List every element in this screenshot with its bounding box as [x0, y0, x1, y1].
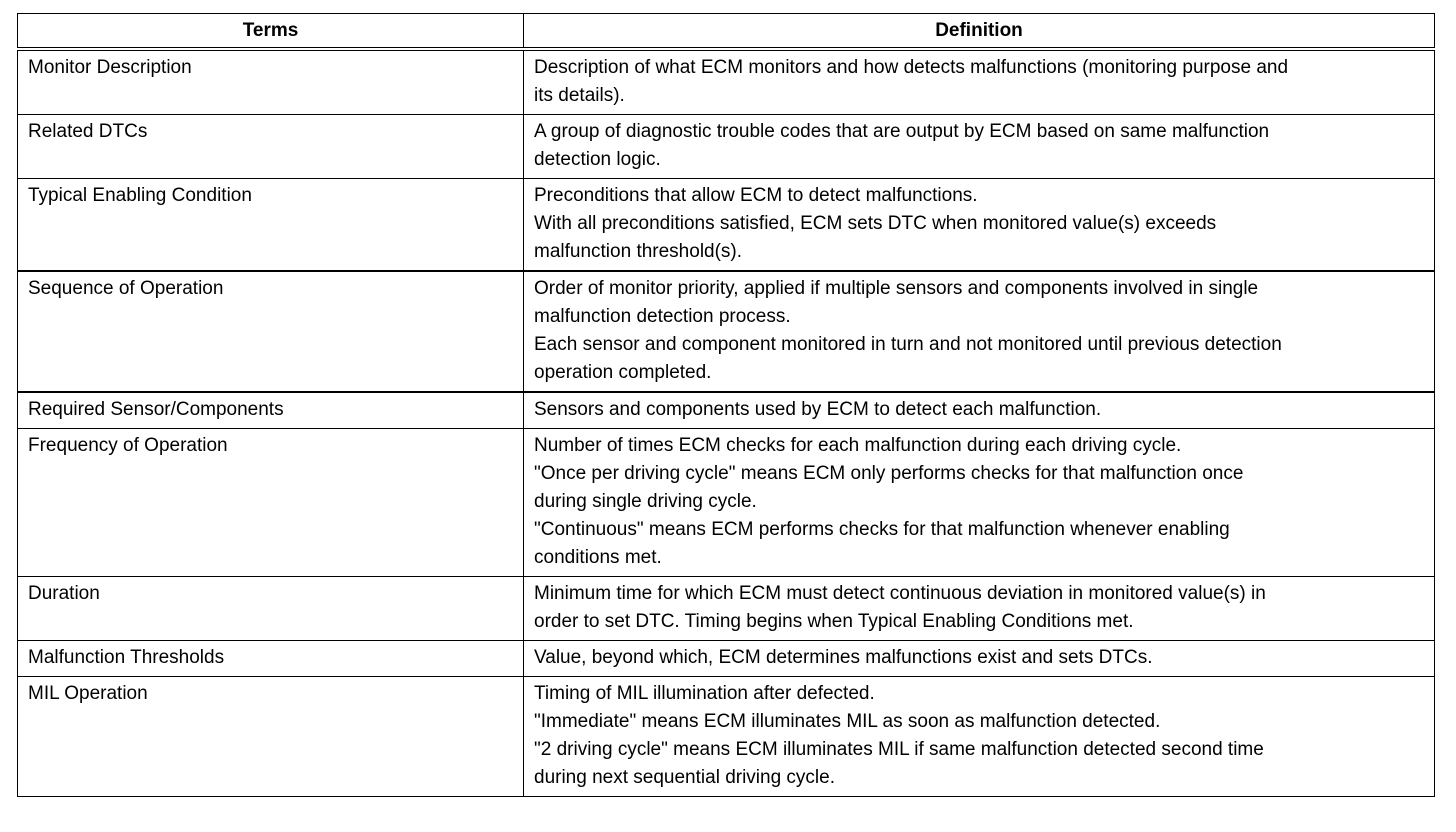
- definition-line: Number of times ECM checks for each malfunction during each driving cycle.: [534, 435, 1182, 456]
- definition-line: "Continuous" means ECM performs checks for that malfunction whenever enabling: [534, 519, 1230, 540]
- definition-cell: [524, 577, 1435, 641]
- table-row: [18, 392, 1435, 429]
- definition-line: Order of monitor priority, applied if multiple sensors and components involved in single: [534, 278, 1259, 299]
- definition-line: detection logic.: [534, 149, 661, 170]
- term-cell: Duration: [18, 577, 524, 641]
- table-row: [18, 677, 1435, 797]
- definition-cell: [524, 115, 1435, 179]
- definition-cell: [524, 271, 1435, 392]
- definition-cell: [524, 429, 1435, 577]
- term-cell: Required Sensor/Components: [18, 392, 524, 429]
- header-terms: Terms: [18, 14, 524, 50]
- definition-line: order to set DTC. Timing begins when Typical Enabling Conditions met.: [534, 611, 1134, 632]
- definition-line: "Immediate" means ECM illuminates MIL as soon as malfunction detected.: [534, 711, 1161, 732]
- term-cell: Sequence of Operation: [18, 271, 524, 392]
- definition-line: conditions met.: [534, 547, 662, 568]
- definition-line: Minimum time for which ECM must detect continuous deviation in monitored value(s) in: [534, 583, 1266, 604]
- table-body: [18, 49, 1435, 797]
- table-row: [18, 271, 1435, 392]
- table-row: [18, 115, 1435, 179]
- definition-line: malfunction threshold(s).: [534, 241, 743, 262]
- definition-line: Each sensor and component monitored in turn and not monitored until previous detection: [534, 334, 1282, 355]
- definition-line: "Once per driving cycle" means ECM only performs checks for that malfunction once: [534, 463, 1244, 484]
- definition-line: Value, beyond which, ECM determines malfunctions exist and sets DTCs.: [534, 647, 1153, 668]
- term-cell: Frequency of Operation: [18, 429, 524, 577]
- definition-line: its details).: [534, 85, 625, 106]
- table-row: [18, 179, 1435, 272]
- definition-line: operation completed.: [534, 362, 712, 383]
- terms-definition-table: [17, 13, 1435, 797]
- definition-line: "2 driving cycle" means ECM illuminates MIL if same malfunction detected second time: [534, 739, 1264, 760]
- term-cell: Related DTCs: [18, 115, 524, 179]
- table-row: [18, 49, 1435, 115]
- header-definition: Definition: [524, 14, 1435, 50]
- term-cell: Typical Enabling Condition: [18, 179, 524, 272]
- definition-cell: [524, 392, 1435, 429]
- definition-line: Preconditions that allow ECM to detect malfunctions.: [534, 185, 978, 206]
- table-row: [18, 641, 1435, 677]
- table-row: [18, 577, 1435, 641]
- definition-cell: [524, 179, 1435, 272]
- definition-cell: [524, 641, 1435, 677]
- definition-line: Sensors and components used by ECM to detect each malfunction.: [534, 399, 1102, 420]
- definition-line: during next sequential driving cycle.: [534, 767, 836, 788]
- definition-line: malfunction detection process.: [534, 306, 791, 327]
- definition-cell: [524, 677, 1435, 797]
- term-cell: Malfunction Thresholds: [18, 641, 524, 677]
- definition-line: Description of what ECM monitors and how detects malfunctions (monitoring purpose and: [534, 57, 1289, 78]
- term-cell: MIL Operation: [18, 677, 524, 797]
- definition-line: A group of diagnostic trouble codes that are output by ECM based on same malfunction: [534, 121, 1270, 142]
- definition-line: during single driving cycle.: [534, 491, 757, 512]
- table-header-row: [18, 14, 1435, 50]
- term-cell: Monitor Description: [18, 49, 524, 115]
- table-row: [18, 429, 1435, 577]
- definition-cell: [524, 49, 1435, 115]
- definition-line: With all preconditions satisfied, ECM sets DTC when monitored value(s) exceeds: [534, 213, 1217, 234]
- definition-line: Timing of MIL illumination after defected.: [534, 683, 875, 704]
